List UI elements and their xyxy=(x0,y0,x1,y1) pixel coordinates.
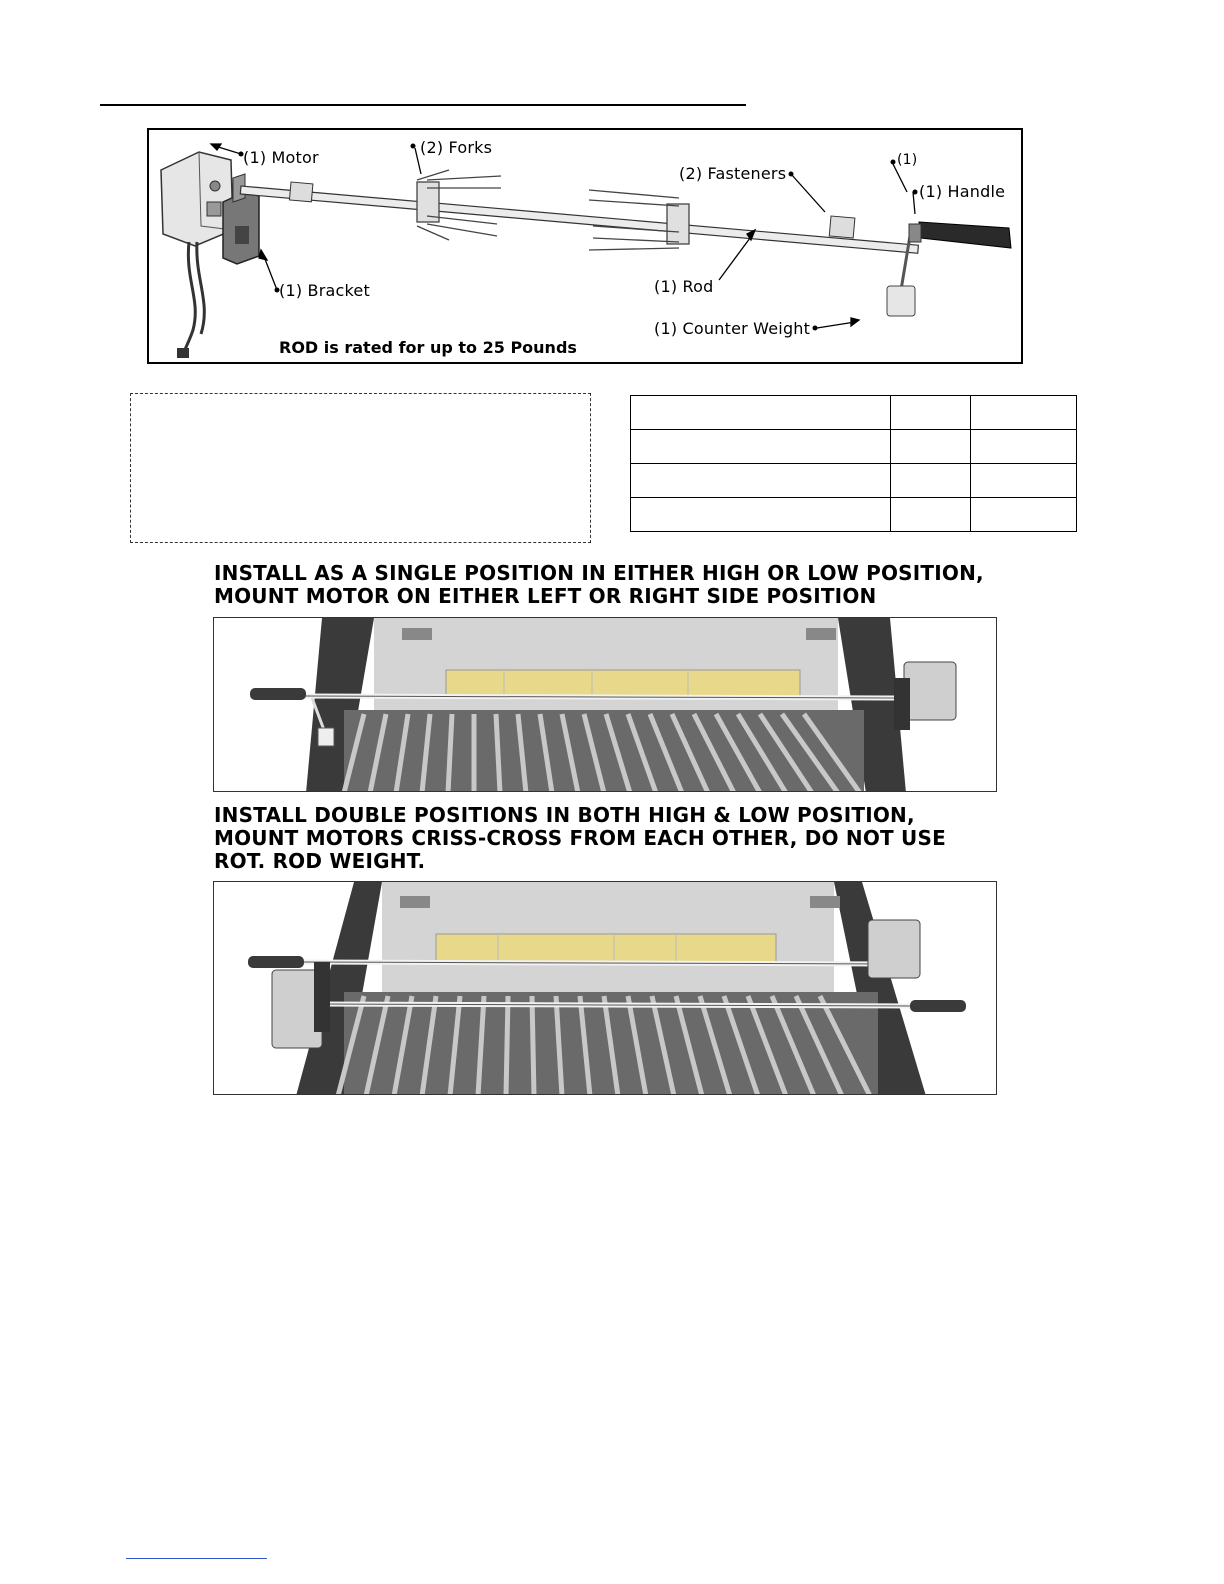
double-install-photo xyxy=(213,881,997,1095)
label-rod: (1) Rod xyxy=(654,277,714,296)
single-install-heading-line2: MOUNT MOTOR ON EITHER LEFT OR RIGHT SIDE POSITION xyxy=(214,584,877,608)
label-fasteners: (2) Fasteners xyxy=(679,164,787,183)
double-install-heading-line1: INSTALL DOUBLE POSITIONS IN BOTH HIGH & LOW POSITION, xyxy=(214,803,915,827)
handle-illustration xyxy=(887,222,1011,316)
double-install-heading xyxy=(214,804,946,873)
footer-link-underline xyxy=(126,1558,267,1559)
double-install-heading-line3: ROT. ROD WEIGHT. xyxy=(214,849,426,873)
table-cell xyxy=(971,396,1077,430)
single-install-heading xyxy=(214,562,984,608)
table-row xyxy=(631,464,1077,498)
double-install-heading-line2: MOUNT MOTORS CRISS-CROSS FROM EACH OTHER, DO NOT USE xyxy=(214,826,946,850)
table-cell xyxy=(891,396,971,430)
note-box xyxy=(130,393,591,543)
rod-illustration xyxy=(240,186,918,253)
label-handle-top: (1) xyxy=(897,152,918,168)
grill-double-rod-illustration xyxy=(214,882,997,1095)
label-counter-weight: (1) Counter Weight xyxy=(654,319,811,338)
top-rule xyxy=(100,104,746,106)
rod-rating-note: ROD is rated for up to 25 Pounds xyxy=(279,338,577,357)
table-cell xyxy=(631,396,891,430)
table-cell xyxy=(631,430,891,464)
label-bracket: (1) Bracket xyxy=(279,281,370,300)
rotisserie-parts-diagram xyxy=(147,128,1023,364)
table-row xyxy=(631,498,1077,532)
parts-table xyxy=(630,395,1077,532)
motor-illustration xyxy=(161,152,233,358)
table-row xyxy=(631,396,1077,430)
table-cell xyxy=(891,498,971,532)
table-cell xyxy=(631,498,891,532)
table-cell xyxy=(971,464,1077,498)
label-forks: (2) Forks xyxy=(420,138,493,157)
table-row xyxy=(631,430,1077,464)
table-cell xyxy=(631,464,891,498)
table-cell xyxy=(891,464,971,498)
single-install-photo xyxy=(213,617,997,792)
label-motor: (1) Motor xyxy=(243,148,319,167)
single-install-heading-line1: INSTALL AS A SINGLE POSITION IN EITHER HIGH OR LOW POSITION, xyxy=(214,561,984,585)
table-cell xyxy=(971,498,1077,532)
label-handle: (1) Handle xyxy=(919,182,1006,201)
grill-single-rod-illustration xyxy=(214,618,997,792)
table-cell xyxy=(891,430,971,464)
table-cell xyxy=(971,430,1077,464)
